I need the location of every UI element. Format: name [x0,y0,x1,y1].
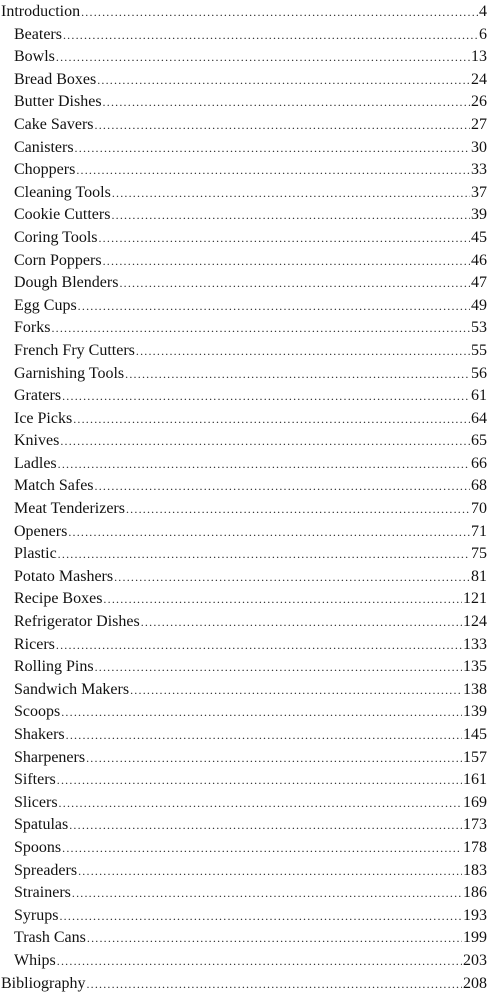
toc-entry-title: Sifters [14,771,56,789]
toc-dot-leader [86,973,462,995]
toc-dot-leader [66,724,462,747]
toc-dot-leader [97,69,470,92]
toc-dot-leader [111,204,470,227]
toc-dot-leader [125,363,470,386]
toc-dot-leader [61,701,462,724]
toc-dot-leader [60,430,470,453]
toc-entry-page-number: 27 [471,115,487,133]
toc-entry-title: Ricers [14,635,55,653]
toc-entry-page-number: 66 [471,454,487,472]
toc-dot-leader [58,543,470,566]
toc-entry [0,159,489,182]
toc-entry-page-number: 183 [463,861,487,879]
toc-dot-leader [59,792,462,815]
toc-entry [0,679,489,702]
toc-entry-title: Sharpeners [14,748,86,766]
toc-entry [0,701,489,724]
toc-entry-page-number: 169 [463,793,487,811]
toc-entry [0,137,489,160]
toc-dot-leader [51,317,470,340]
toc-entry-page-number: 75 [471,545,487,563]
toc-entry-page-number: 6 [479,25,487,43]
toc-entry-title: Graters [14,387,62,405]
toc-dot-leader [59,905,462,928]
toc-dot-leader [95,475,470,498]
toc-entry [0,950,489,973]
toc-entry-title: Sandwich Makers [14,680,130,698]
toc-entry [0,430,489,453]
toc-dot-leader [103,91,470,114]
toc-entry-page-number: 135 [463,658,487,676]
toc-entry-page-number: 139 [463,703,487,721]
toc-dot-leader [98,227,470,250]
toc-entry [0,814,489,837]
toc-entry-page-number: 30 [471,138,487,156]
toc-dot-leader [56,634,462,657]
toc-entry-title: Bowls [14,48,55,66]
toc-entry [0,566,489,589]
toc-entry [0,227,489,250]
toc-entry [0,250,489,273]
toc-dot-leader [95,114,470,137]
toc-dot-leader [86,747,462,770]
toc-entry-title: Bibliography [1,974,86,992]
toc-entry-title: Corn Poppers [14,251,102,269]
toc-entry [0,385,489,408]
toc-dot-leader [72,882,462,905]
toc-entry-title: Butter Dishes [14,93,102,111]
toc-dot-leader [81,1,478,24]
toc-entry-page-number: 53 [471,319,487,337]
toc-entry-page-number: 4 [479,3,487,20]
toc-entry [0,747,489,770]
toc-entry-page-number: 37 [471,183,487,201]
toc-entry-page-number: 68 [471,477,487,495]
toc-dot-leader [62,385,470,408]
toc-dot-leader [141,611,462,634]
toc-entry [0,1,489,24]
toc-entry-page-number: 145 [463,726,487,743]
toc-entry [0,363,489,386]
toc-entry-page-number: 45 [471,228,487,246]
toc-entry [0,204,489,227]
toc-entry [0,114,489,137]
toc-entry [0,295,489,318]
toc-dot-leader [68,521,470,544]
toc-entry-page-number: 61 [471,387,487,405]
toc-dot-leader [56,46,470,69]
toc-entry-page-number: 33 [471,161,487,179]
toc-entry-title: Trash Cans [14,929,86,947]
toc-entry-title: Cleaning Tools [14,183,111,201]
toc-entry-title: Dough Blenders [14,274,119,292]
toc-dot-leader [63,24,478,47]
toc-dot-leader [76,159,470,182]
toc-dot-leader [73,408,470,431]
toc-entry-title: Scoops [14,703,61,721]
toc-entry-title: Match Safes [14,477,94,495]
toc-entry [0,973,489,995]
toc-entry [0,724,489,747]
toc-dot-leader [58,453,470,476]
toc-entry [0,792,489,815]
toc-dot-leader [136,340,470,363]
toc-entry [0,498,489,521]
toc-dot-leader [103,250,470,273]
toc-dot-leader [57,769,462,792]
toc-entry-title: Spoons [14,838,62,856]
toc-entry [0,453,489,476]
toc-entry [0,340,489,363]
toc-entry [0,837,489,860]
toc-entry-title: Spreaders [14,861,78,879]
toc-entry-page-number: 56 [471,364,487,382]
toc-dot-leader [75,137,470,160]
toc-entry-title: Introduction [1,3,81,20]
toc-entry-title: Potato Mashers [14,567,114,585]
toc-entry-title: Ice Picks [14,409,73,427]
toc-entry-page-number: 26 [471,93,487,111]
toc-entry-page-number: 138 [463,680,487,698]
toc-entry [0,656,489,679]
toc-entry [0,475,489,498]
toc-entry-title: Cookie Cutters [14,206,111,224]
toc-entry [0,927,489,950]
toc-dot-leader [119,272,470,295]
toc-dot-leader [57,950,462,973]
toc-dot-leader [130,679,462,702]
toc-entry-title: Forks [14,319,51,337]
toc-entry-page-number: 178 [463,838,487,856]
toc-entry-page-number: 199 [463,929,487,947]
toc-entry-page-number: 46 [471,251,487,269]
toc-entry-page-number: 133 [463,635,487,653]
toc-dot-leader [78,860,462,883]
toc-entry-title: Recipe Boxes [14,590,103,608]
toc-entry-page-number: 64 [471,409,487,427]
toc-dot-leader [69,814,462,837]
toc-entry-page-number: 173 [463,816,487,834]
toc-entry-title: Coring Tools [14,228,98,246]
toc-entry-page-number: 203 [463,951,487,969]
toc-entry-title: Garnishing Tools [14,364,125,382]
toc-entry-page-number: 47 [471,274,487,292]
toc-entry-title: French Fry Cutters [14,341,135,359]
toc-dot-leader [62,837,462,860]
toc-entry-title: Cake Savers [14,115,94,133]
toc-entry-page-number: 161 [463,771,487,789]
toc-entry-page-number: 39 [471,206,487,224]
toc-entry-page-number: 124 [463,613,487,631]
toc-entry [0,46,489,69]
toc-entry-title: Meat Tenderizers [14,500,125,518]
toc-dot-leader [78,295,470,318]
toc-entry [0,24,489,47]
toc-entry-title: Canisters [14,138,74,156]
toc-entry [0,882,489,905]
toc-entry-title: Knives [14,432,60,450]
toc-entry [0,860,489,883]
toc-entry-title: Whips [14,951,56,969]
toc-entry-page-number: 49 [471,296,487,314]
toc-dot-leader [103,588,462,611]
toc-entry-page-number: 186 [463,884,487,902]
toc-entry-title: Openers [14,522,68,540]
toc-entry-title: Spatulas [14,816,69,834]
toc-entry-title: Refrigerator Dishes [14,613,140,631]
toc-entry [0,905,489,928]
toc-dot-leader [87,927,462,950]
toc-entry-title: Egg Cups [14,296,77,314]
toc-entry [0,588,489,611]
toc-entry-title: Strainers [14,884,71,902]
toc-dot-leader [126,498,470,521]
toc-entry-title: Beaters [14,25,62,43]
toc-entry-title: Shakers [14,726,65,743]
toc-entry [0,521,489,544]
toc-entry-title: Syrups [14,906,59,924]
toc-entry-title: Ladles [14,454,57,472]
toc-entry [0,408,489,431]
toc-entry [0,769,489,792]
toc-entry-page-number: 13 [471,48,487,66]
toc-entry [0,317,489,340]
toc-entry-title: Slicers [14,793,58,811]
toc-entry [0,611,489,634]
toc-entry [0,91,489,114]
toc-entry [0,634,489,657]
toc-entry-page-number: 70 [471,500,487,518]
toc-dot-leader [114,566,470,589]
toc-entry [0,69,489,92]
toc-entry-title: Rolling Pins [14,658,94,676]
toc-entry-page-number: 81 [471,567,487,585]
toc-entry-title: Choppers [14,161,76,179]
toc-entry-page-number: 208 [463,974,487,992]
toc-entry-title: Bread Boxes [14,70,97,88]
toc-entry-page-number: 71 [471,522,487,540]
toc-entry [0,182,489,205]
toc-entry-page-number: 157 [463,748,487,766]
toc-entry [0,272,489,295]
toc-entry-title: Plastic [14,545,57,563]
toc-entry-page-number: 65 [471,432,487,450]
toc-entry-page-number: 121 [463,590,487,608]
toc-entry-page-number: 193 [463,906,487,924]
toc-dot-leader [112,182,470,205]
toc-entry-page-number: 55 [471,341,487,359]
toc-dot-leader [95,656,462,679]
toc-entry-page-number: 24 [471,70,487,88]
toc-entry [0,543,489,566]
